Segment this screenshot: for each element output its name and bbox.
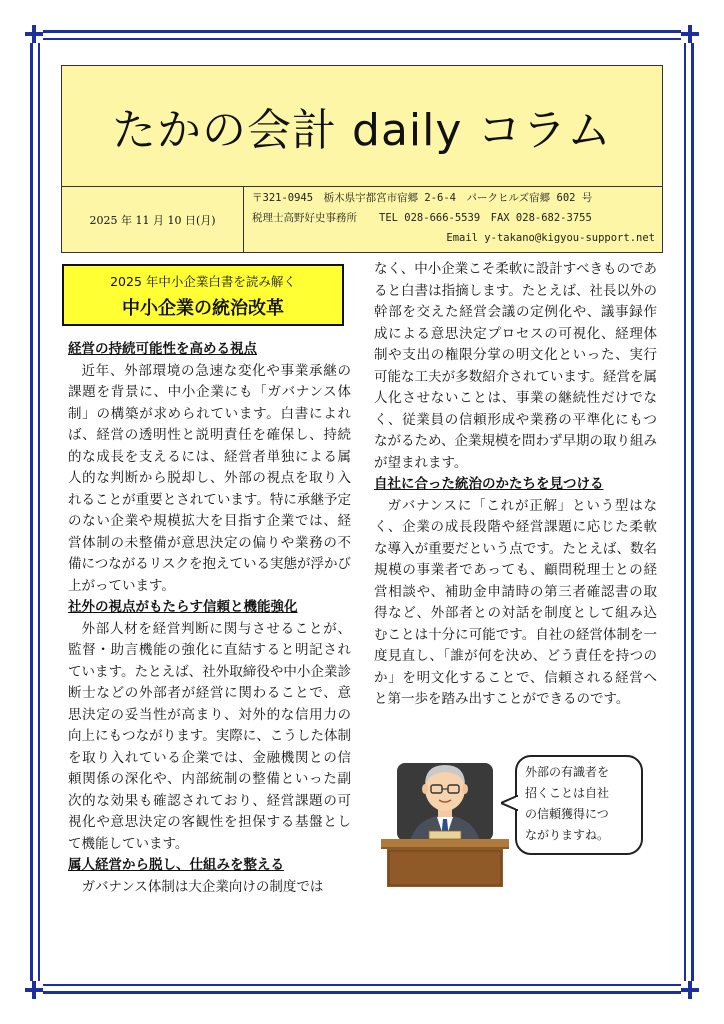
topic-subtitle: 2025 年中小企業白書を読み解く xyxy=(110,274,296,289)
section-heading: 経営の持続可能性を高める視点 xyxy=(68,341,257,357)
article-column-right xyxy=(374,259,657,711)
office-phone-row xyxy=(252,208,655,228)
newsletter-title: たかの会計 daily コラム xyxy=(112,105,612,156)
corner-ornament xyxy=(25,981,43,999)
newsletter-header xyxy=(61,65,663,253)
topic-box xyxy=(62,264,344,326)
speech-bubble-text: 外部の有識者を 招くことは自社 の信頼獲得につ ながりますね。 xyxy=(525,765,610,842)
phone-fax: TEL 028-666-5539 FAX 028-682-3755 xyxy=(379,212,592,224)
topic-title: 中小企業の統治改革 xyxy=(122,298,284,319)
paragraph: ガバナンスに「これが正解」という型はなく、企業の成長段階や経営課題に応じた柔軟な導入が重要だという点です。たとえば、数名規模の事業者であっても、顧問税理士との経営相談や、補助金申請時の第三者確認書の取得など、外部者との対話を制度として組み込むことは十分に可能です。自社の経営体制を一度見直し、「誰が何を決め、どう責任を持つのか」を明文化することで、信頼される経営へと第一歩を踏み出すことができるのです。 xyxy=(374,497,657,707)
section-heading: 属人経営から脱し、仕組みを整える xyxy=(68,857,284,873)
section-heading: 自社に合った統治のかたちを見つける xyxy=(374,476,604,492)
office-address: 〒321-0945 栃木県宇都宮市宿郷 2-6-4 パークヒルズ宿郷 602 号 xyxy=(252,192,593,204)
paragraph: 外部人材を経営判断に関与させることが、監督・助言機能の強化に直結すると明記されています。たとえば、社外取締役や中小企業診断士などの外部者が経営に関わることで、意思決定の妥当性が高まり、対外的な信用力の向上にもつながります。実際に、こうした体制を取り入れている企業では、金融機関との信頼関係の深化や、内部統制の整備といった副次的な効果も確認されており、経営課題の可視化や意思決定の客観性を担保する基盤として機能しています。 xyxy=(68,620,351,852)
businessman-at-desk-icon xyxy=(375,755,515,890)
paragraph: なく、中小企業こそ柔軟に設計すべきものであると白書は指摘します。たとえば、社長以外の幹部を交えた経営会議の定例化や、議事録作成による意思決定プロセスの可視化、経理体制や支出の権限分掌の明文化といった、実行可能な工夫が多数紹介されています。経営を属人化させないことは、事業の継続性だけでなく、従業員の信頼形成や業務の平準化にもつながるため、企業規模を問わず早期の取り組みが望まれます。 xyxy=(374,261,657,471)
section-heading: 社外の視点がもたらす信頼と機能強化 xyxy=(68,599,298,615)
paragraph: 近年、外部環境の急速な変化や事業承継の課題を背景に、中小企業にも「ガバナンス体制」の構築が求められています。白書によれば、経営の透明性と説明責任を確保し、持続的な成長を支えるには、経営者単独による属人的な判断から脱却し、外部の視点を取り入れることが重要とされています。特に承継予定のない企業や規模拡大を目指す企業では、経営体制の未整備が意思決定の偏りや業務の不備につながるリスクを抱えている実態が浮かび上がっています。 xyxy=(68,362,351,594)
speech-bubble xyxy=(515,755,643,855)
corner-ornament xyxy=(25,25,43,43)
illustration xyxy=(375,755,650,895)
paragraph: ガバナンス体制は大企業向けの制度では xyxy=(81,878,324,895)
office-email[interactable]: Email y-takano@kigyou-support.net xyxy=(446,232,655,244)
office-name: 税理士高野好史事務所 xyxy=(252,212,357,224)
office-contact xyxy=(244,186,663,253)
corner-ornament xyxy=(681,981,699,999)
corner-ornament xyxy=(681,25,699,43)
issue-date: 2025 年 11 月 10 日(月) xyxy=(62,186,244,253)
article-column-left xyxy=(68,339,351,898)
speech-bubble-tail-icon xyxy=(501,795,521,811)
